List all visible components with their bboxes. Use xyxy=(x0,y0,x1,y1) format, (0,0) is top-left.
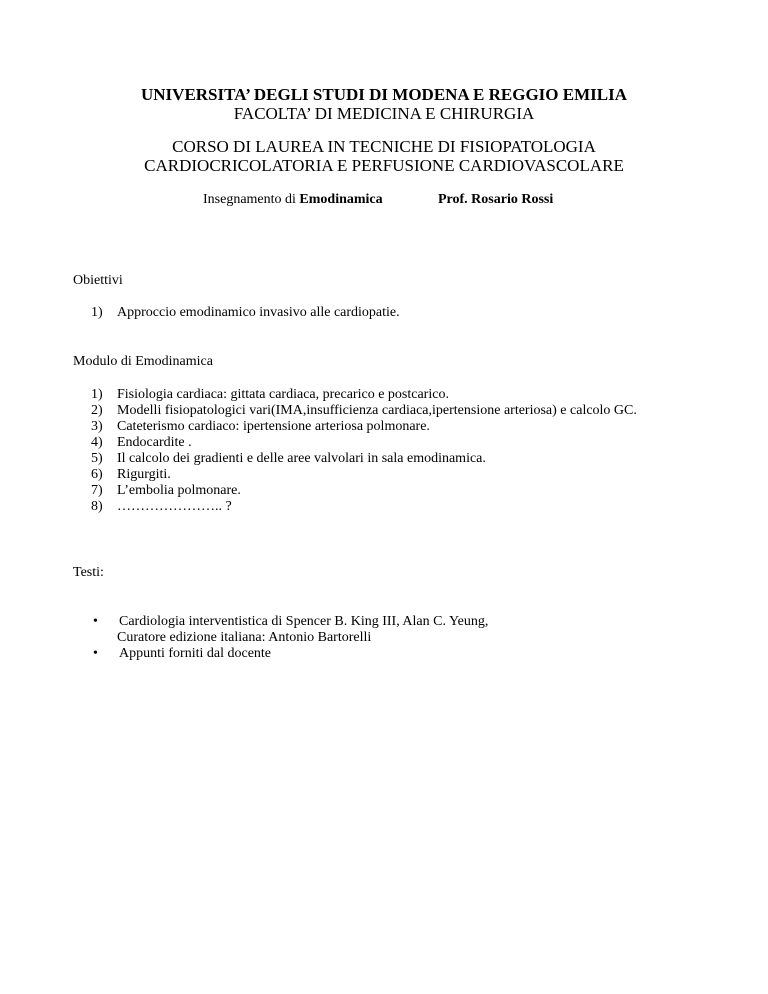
item-text: Endocardite . xyxy=(117,435,192,450)
university-name: UNIVERSITA’ DEGLI STUDI DI MODENA E REGGIO EMILIA xyxy=(141,85,627,104)
list-item xyxy=(91,451,486,467)
item-text: Appunti forniti dal docente xyxy=(119,646,272,661)
item-number: 1) xyxy=(91,305,103,320)
item-text: Cardiologia interventistica di Spencer B. King III, Alan C. Yeung, xyxy=(119,614,489,629)
module-title: Modulo di Emodinamica xyxy=(73,354,213,369)
list-item xyxy=(91,646,271,662)
item-number: 1) xyxy=(91,387,103,402)
objectives-title: Obiettivi xyxy=(73,273,123,288)
item-number: 2) xyxy=(91,403,103,418)
item-number: 7) xyxy=(91,483,103,498)
item-text: L’embolia polmonare. xyxy=(117,483,241,498)
item-text: Approccio emodinamico invasivo alle cardiopatie. xyxy=(117,305,400,320)
list-item xyxy=(91,387,449,403)
list-item xyxy=(91,305,400,321)
course-name-line2: CARDIOCRICOLATORIA E PERFUSIONE CARDIOVASCOLARE xyxy=(144,156,624,175)
bullet-icon: • xyxy=(93,646,98,661)
list-item xyxy=(91,403,637,419)
item-text: ………………….. ? xyxy=(117,499,232,514)
list-item xyxy=(91,467,171,483)
item-text-continuation: Curatore edizione italiana: Antonio Bartorelli xyxy=(117,630,372,645)
list-item xyxy=(91,499,232,515)
item-text: Il calcolo dei gradienti e delle aree valvolari in sala emodinamica. xyxy=(117,451,486,466)
teaching-subject: Emodinamica xyxy=(299,192,383,207)
list-item xyxy=(91,419,430,435)
item-number: 5) xyxy=(91,451,103,466)
list-item xyxy=(91,614,488,630)
course-name-line1: CORSO DI LAUREA IN TECNICHE DI FISIOPATOLOGIA xyxy=(172,137,596,156)
item-text: Fisiologia cardiaca: gittata cardiaca, precarico e postcarico. xyxy=(117,387,449,402)
bullet-icon: • xyxy=(93,614,98,629)
item-text: Cateterismo cardiaco: ipertensione arteriosa polmonare. xyxy=(117,419,430,434)
texts-title: Testi: xyxy=(73,565,104,580)
item-text: Rigurgiti. xyxy=(117,467,171,482)
item-number: 3) xyxy=(91,419,103,434)
faculty-name: FACOLTA’ DI MEDICINA E CHIRURGIA xyxy=(233,104,535,123)
teaching-line xyxy=(203,192,383,208)
teaching-prefix: Insegnamento di xyxy=(203,192,300,207)
item-number: 6) xyxy=(91,467,103,482)
list-item xyxy=(91,483,241,499)
item-number: 4) xyxy=(91,435,103,450)
professor-name: Prof. Rosario Rossi xyxy=(438,192,554,207)
list-item xyxy=(91,435,192,451)
item-text: Modelli fisiopatologici vari(IMA,insufficienza cardiaca,ipertensione arteriosa) e calcolo GC. xyxy=(117,403,637,418)
item-number: 8) xyxy=(91,499,103,514)
